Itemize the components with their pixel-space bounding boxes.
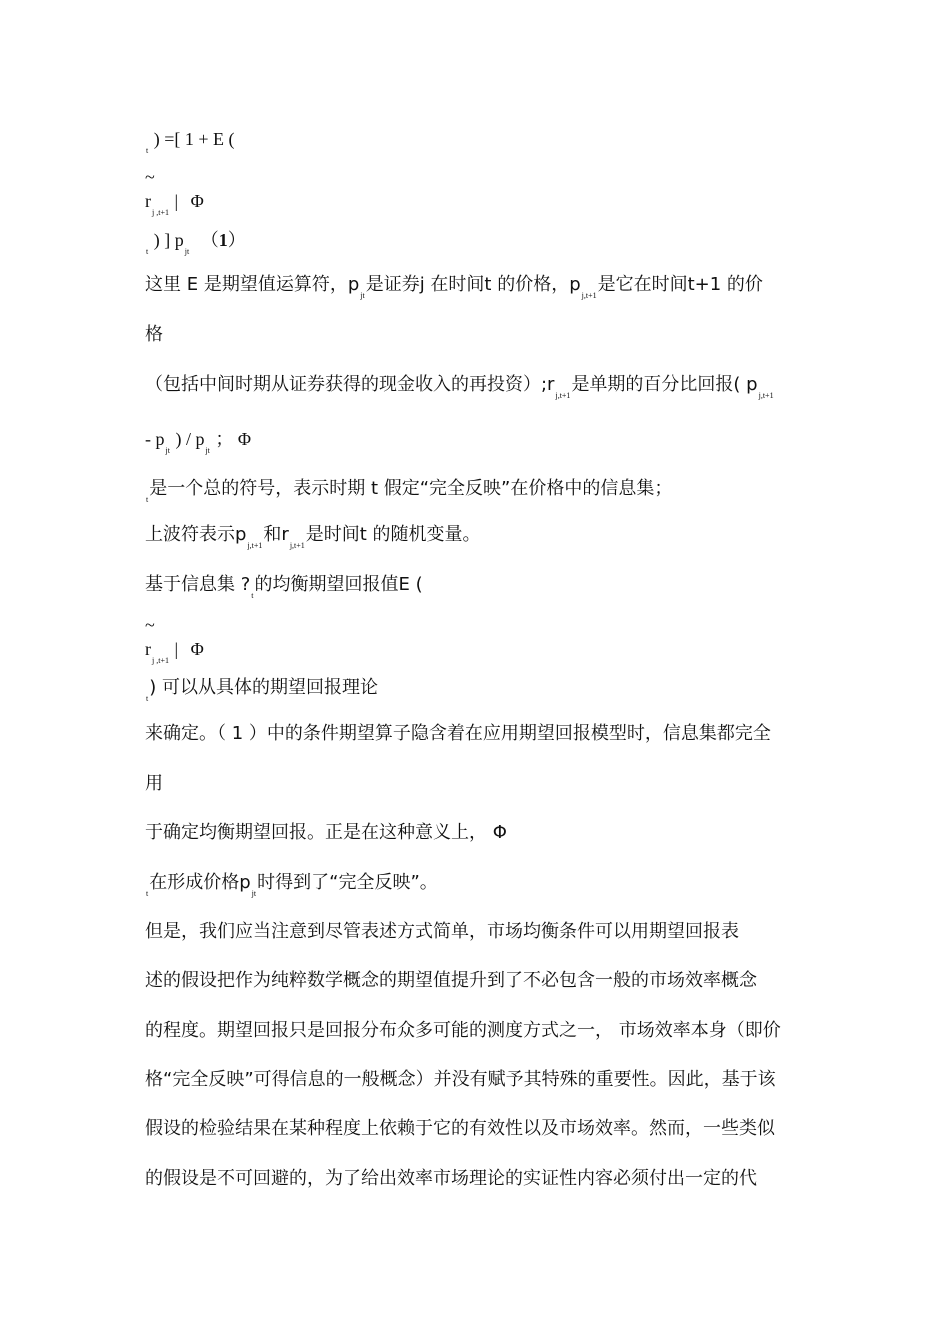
- text-run: 是时间t 的随机变量。: [305, 524, 481, 545]
- paragraph-line-14: [145, 677, 378, 702]
- paren-open: （: [200, 230, 219, 250]
- subscript: j,t+1: [247, 541, 263, 550]
- subscript-t: t: [146, 889, 149, 898]
- text-run: 在形成价格p: [149, 872, 251, 893]
- text-run: 述的假设把作为纯粹数学概念的期望值提升到了不必包含一般的市场效率概念: [145, 970, 757, 991]
- subscript: jt: [251, 889, 257, 898]
- paragraph-line-7: [145, 374, 775, 399]
- subscript-jt: jt: [184, 247, 190, 256]
- subscript-t: t: [146, 694, 149, 703]
- tilde-line-1: [145, 166, 155, 188]
- subscript: j,t+1: [581, 291, 597, 300]
- subscript-j-t1: j ,t+1: [152, 656, 169, 665]
- paragraph-line-18: [145, 872, 438, 897]
- subscript: j,t+1: [758, 391, 774, 400]
- text-run: 是单期的百分比回报( p: [571, 374, 758, 395]
- text-run: 是它在时间t+1 的价: [597, 274, 763, 295]
- text-run: 格“完全反映”可得信息的一般概念）并没有赋予其特殊的重要性。因此，基于该: [145, 1069, 776, 1090]
- tilde: ~: [145, 615, 155, 635]
- text-run: 这里 E 是期望值运算符，p: [145, 274, 360, 295]
- formula-line-r-2: [145, 638, 204, 664]
- phi-symbol: Φ: [190, 191, 204, 211]
- formula-line-1: [145, 128, 235, 154]
- paren-close: ）: [227, 230, 246, 250]
- text-run: 来确定。（ 1 ）中的条件期望算子隐含着在应用期望回报模型时，信息集都完全: [145, 723, 771, 744]
- paragraph-line-22: [145, 1069, 776, 1091]
- text-run: - p: [145, 429, 165, 449]
- subscript: jt: [205, 446, 210, 455]
- equation-number: 1: [218, 230, 228, 250]
- text-run: ) 可以从具体的期望回报理论: [149, 677, 378, 698]
- text-run: 于确定均衡期望回报。正是在这种意义上， Φ: [145, 822, 507, 843]
- paragraph-line-20: [145, 970, 757, 992]
- text-run: （包括中间时期从证券获得的现金收入的再投资）;r: [145, 374, 555, 395]
- text-run: 的假设是不可回避的，为了给出效率市场理论的实证性内容必须付出一定的代: [145, 1168, 757, 1189]
- paragraph-line-16: [145, 773, 163, 795]
- subscript: j,t+1: [289, 541, 305, 550]
- paragraph-line-11: [145, 574, 423, 599]
- text-run: 是一个总的符号，表示时期 t 假定“完全反映”在价格中的信息集；: [149, 478, 673, 499]
- text-run: ) / p: [175, 429, 205, 449]
- text-run: 的程度。期望回报只是回报分布众多可能的测度方式之一， 市场效率本身（即价: [145, 1020, 781, 1041]
- subscript-t: t: [146, 247, 149, 256]
- text-run: 基于信息集 ?: [145, 574, 251, 595]
- text-run: 上波符表示p: [145, 524, 247, 545]
- subscript: t: [251, 591, 254, 600]
- bar-symbol: |: [174, 191, 179, 211]
- phi-symbol: Φ: [190, 639, 204, 659]
- subscript: j,t+1: [555, 391, 571, 400]
- subscript-j-t1: j ,t+1: [152, 208, 169, 217]
- paragraph-line-21: [145, 1020, 781, 1042]
- r-symbol: r: [145, 639, 151, 659]
- text-run: 用: [145, 773, 163, 794]
- paragraph-line-9: [145, 478, 672, 503]
- tilde: ~: [145, 167, 155, 187]
- text-run: ； Φ: [215, 429, 252, 449]
- tilde-line-2: [145, 614, 155, 636]
- subscript: jt: [360, 291, 365, 300]
- text-run: 假设的检验结果在某种程度上依赖于它的有效性以及市场效率。然而，一些类似: [145, 1118, 775, 1139]
- text-run: 是证券j 在时间t 的价格，p: [365, 274, 581, 295]
- paragraph-line-19: [145, 921, 739, 943]
- formula-text: ) ] p: [153, 230, 184, 250]
- paragraph-line-15: [145, 723, 771, 745]
- r-symbol: r: [145, 191, 151, 211]
- text-run: 但是，我们应当注意到尽管表述方式简单，市场均衡条件可以用期望回报表: [145, 921, 739, 942]
- text-run: 的均衡期望回报值E (: [254, 574, 423, 595]
- subscript: jt: [165, 446, 170, 455]
- paragraph-line-10: [145, 524, 481, 549]
- text-run: 格: [145, 324, 163, 345]
- paragraph-line-8: [145, 428, 251, 454]
- subscript-t: t: [146, 146, 149, 155]
- formula-line-r-1: [145, 190, 204, 216]
- paragraph-line-5: [145, 274, 763, 299]
- text-run: 和r: [263, 524, 289, 545]
- text-run: 时得到了“完全反映”。: [257, 872, 438, 893]
- formula-line-2: [145, 229, 246, 255]
- paragraph-line-24: [145, 1168, 757, 1190]
- bar-symbol: |: [174, 639, 179, 659]
- formula-text: ) =[ 1 + E (: [153, 129, 235, 149]
- paragraph-line-17: [145, 822, 507, 844]
- paragraph-line-23: [145, 1118, 775, 1140]
- subscript-t: t: [146, 495, 149, 504]
- paragraph-line-6: [145, 324, 163, 346]
